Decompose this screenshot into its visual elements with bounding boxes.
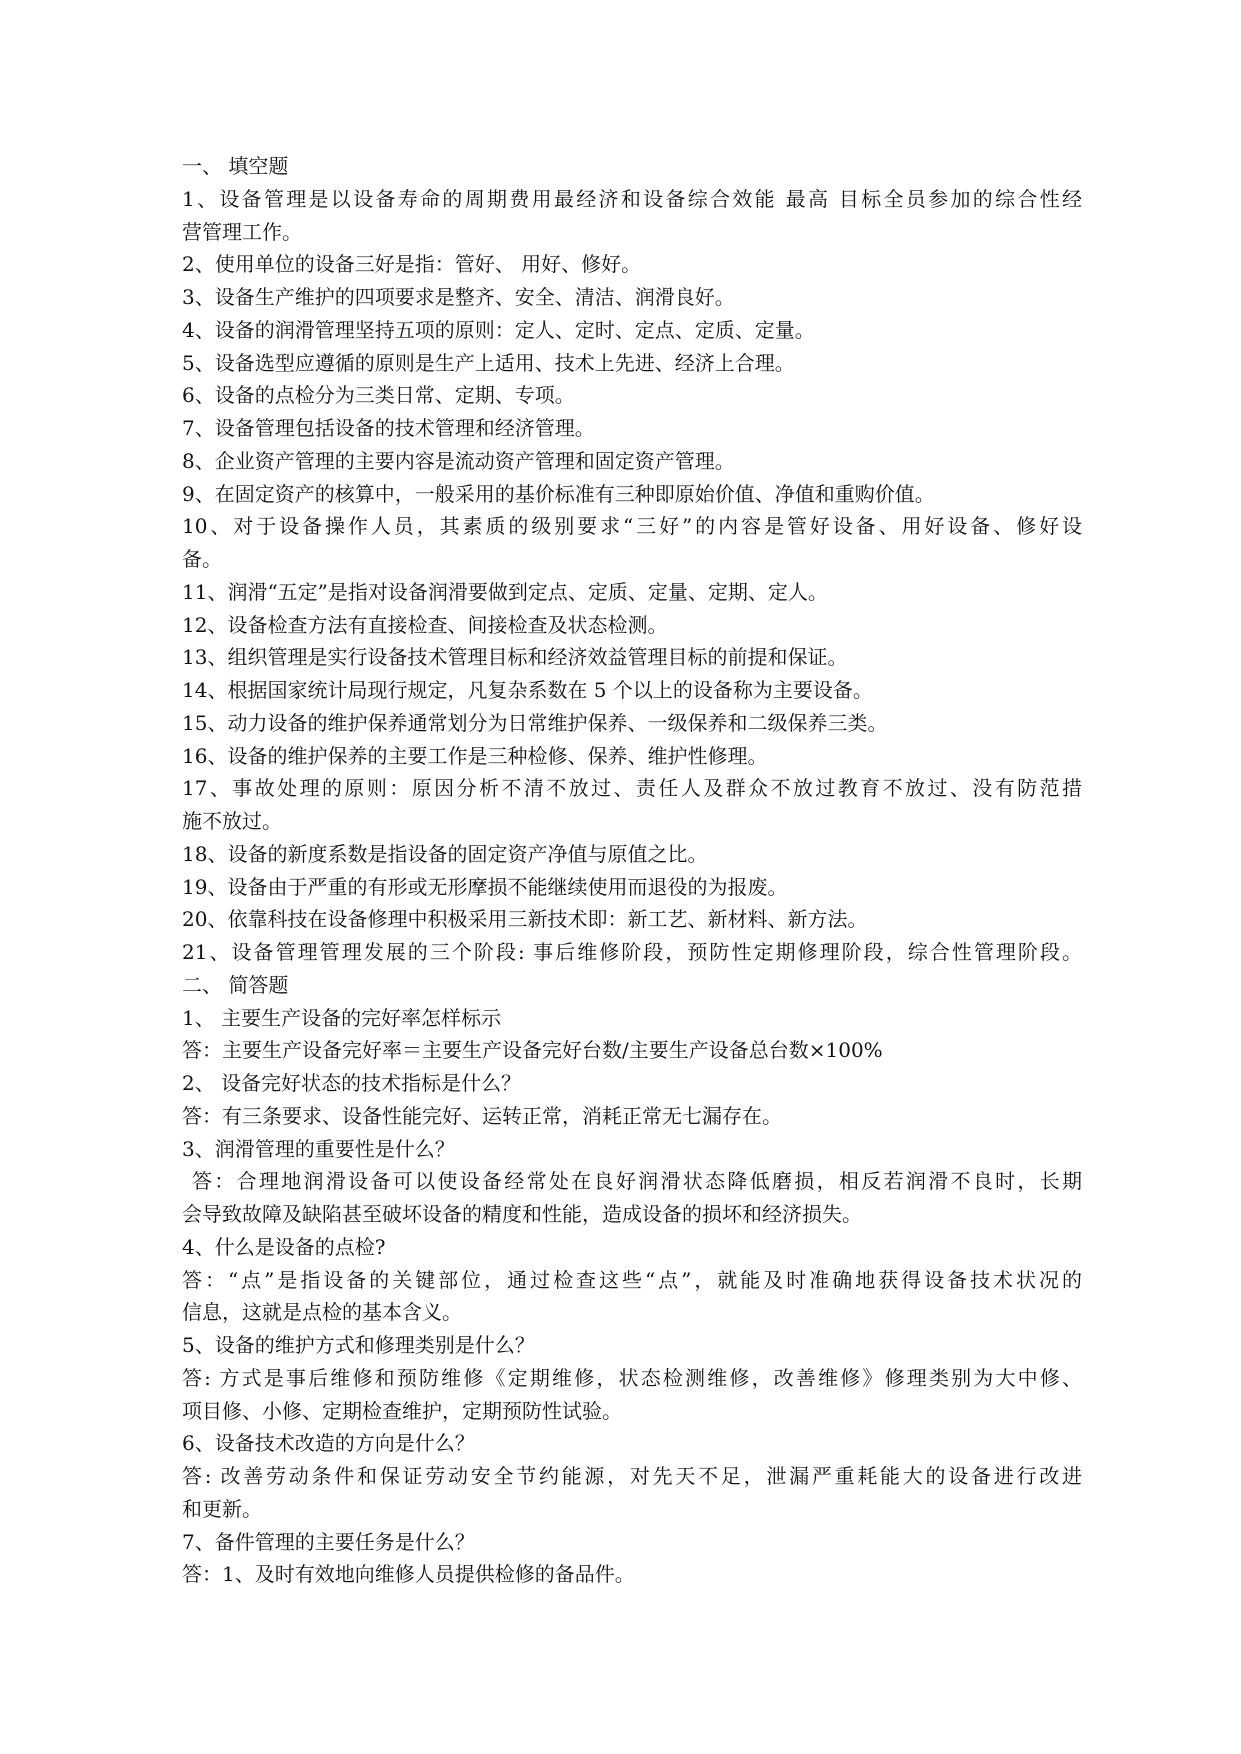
question-line: 3、设备生产维护的四项要求是整齐、安全、清洁、润滑良好。	[182, 285, 735, 309]
section-heading-fill-in: 一、 填空题	[182, 154, 289, 178]
question-line: 14、根据国家统计局现行规定，凡复杂系数在 5 个以上的设备称为主要设备。	[182, 678, 873, 702]
question-line: 施不放过。	[182, 809, 282, 833]
question-line: 5、设备选型应遵循的原则是生产上适用、技术上先进、经济上合理。	[182, 350, 795, 375]
section-heading-short-answer: 二、 简答题	[182, 972, 289, 997]
question-line: 8、企业资产管理的主要内容是流动资产管理和固定资产管理。	[182, 448, 735, 473]
answer-line: 答：有三条要求、设备性能完好、运转正常，消耗正常无七漏存在。	[182, 1103, 782, 1128]
question-line: 12、设备检查方法有直接检查、间接检查及状态检测。	[182, 612, 668, 637]
answer-line: 答：主要生产设备完好率＝主要生产设备完好台数/主要生产设备总台数×100%	[182, 1038, 883, 1063]
question-line: 3、润滑管理的重要性是什么？	[182, 1136, 455, 1161]
question-line: 19、设备由于严重的有形或无形摩损不能继续使用而退役的为报废。	[182, 874, 788, 899]
answer-line: 答：“点”是指设备的关键部位，通过检查这些“点”，就能及时准确地获得设备技术状况的	[182, 1267, 1082, 1292]
question-line: 21、设备管理管理发展的三个阶段: 事后维修阶段，预防性定期修理阶段，综合性管理阶段。	[182, 940, 1082, 964]
question-line: 17、事故处理的原则：原因分析不清不放过、责任人及群众不放过教育不放过、没有防范措	[182, 776, 1082, 801]
answer-line: 答：合理地润滑设备可以使设备经常处在良好润滑状态降低磨损，相反若润滑不良时，长期	[192, 1169, 1082, 1194]
question-line: 16、设备的维护保养的主要工作是三种检修、保养、维护性修理。	[182, 743, 768, 768]
question-line: 15、动力设备的维护保养通常划分为日常维护保养、一级保养和二级保养三类。	[182, 710, 888, 735]
question-line: 2、 设备完好状态的技术指标是什么？	[182, 1071, 522, 1095]
document-page	[182, 150, 1082, 1591]
answer-line: 会导致故障及缺陷甚至破坏设备的精度和性能，造成设备的损坏和经济损失。	[182, 1202, 862, 1226]
question-line: 6、设备的点检分为三类日常、定期、专项。	[182, 383, 575, 408]
question-line: 10、对于设备操作人员，其素质的级别要求“三好”的内容是管好设备、用好设备、修好设	[182, 514, 1082, 539]
question-line: 1、 主要生产设备的完好率怎样标示	[182, 1005, 502, 1030]
question-line: 备。	[182, 547, 222, 571]
question-line: 7、备件管理的主要任务是什么？	[182, 1529, 475, 1554]
answer-line: 答：1、及时有效地向维修人员提供检修的备品件。	[182, 1562, 635, 1587]
question-line: 营管理工作。	[182, 219, 302, 244]
question-line: 4、设备的润滑管理坚持五项的原则：定人、定时、定点、定质、定量。	[182, 317, 815, 342]
question-line: 9、在固定资产的核算中，一般采用的基价标准有三种即原始价值、净值和重购价值。	[182, 481, 935, 506]
answer-line: 和更新。	[182, 1496, 262, 1521]
answer-line: 信息，这就是点检的基本含义。	[182, 1300, 462, 1325]
question-line: 20、依靠科技在设备修理中积极采用三新技术即：新工艺、新材料、新方法。	[182, 907, 868, 932]
question-line: 4、什么是设备的点检?	[182, 1234, 386, 1259]
question-line: 1、设备管理是以设备寿命的周期费用最经济和设备综合效能 最高 目标全员参加的综合性经	[182, 186, 1082, 211]
question-line: 7、设备管理包括设备的技术管理和经济管理。	[182, 416, 595, 440]
answer-line: 项目修、小修、定期检查维护，定期预防性试验。	[182, 1398, 622, 1423]
question-line: 2、使用单位的设备三好是指：管好、 用好、修好。	[182, 252, 642, 277]
question-line: 11、润滑“五定”是指对设备润滑要做到定点、定质、定量、定期、定人。	[182, 579, 828, 604]
question-line: 6、设备技术改造的方向是什么？	[182, 1431, 475, 1456]
question-line: 18、设备的新度系数是指设备的固定资产净值与原值之比。	[182, 841, 708, 866]
question-line: 13、组织管理是实行设备技术管理目标和经济效益管理目标的前提和保证。	[182, 645, 848, 670]
answer-line: 答: 改善劳动条件和保证劳动安全节约能源，对先天不足，泄漏严重耗能大的设备进行改进	[182, 1464, 1082, 1488]
question-line: 5、设备的维护方式和修理类别是什么？	[182, 1333, 535, 1357]
answer-line: 答: 方式是事后维修和预防维修《定期维修，状态检测维修，改善维修》修理类别为大中修、	[182, 1365, 1082, 1390]
